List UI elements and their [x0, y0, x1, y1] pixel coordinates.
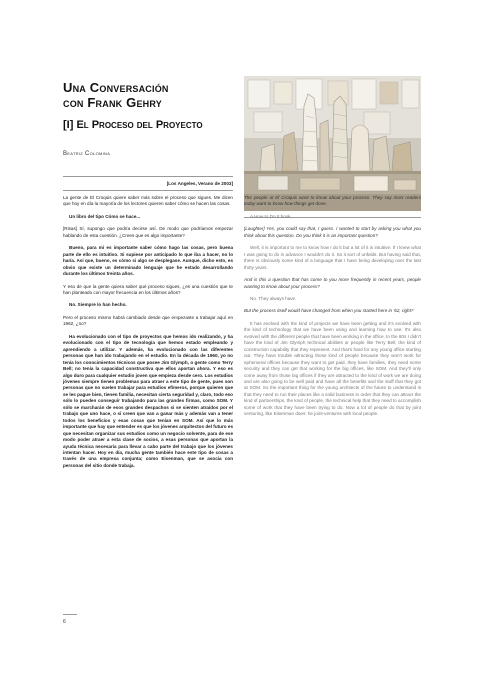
divider-left: [63, 190, 233, 191]
photo-illustration: [244, 76, 421, 211]
footer-rule: [63, 614, 77, 615]
divider-top: [63, 176, 233, 177]
studio-models-photo: [244, 76, 421, 211]
en-answer-2: Well, it is important to me to know how I do it but a lot of it is intuitive. If I knew what I was going to do in advance I wouldn't do it. So it sort of unfolds. But having said that, there is obviously some kind of a language that I have being developing over the last thirty years.: [244, 245, 421, 270]
es-question-1: La gente de El Croquis quiere saber más sobre el proceso que sigues. Me dicen que hoy en día la mayoría de los lectores quieren saber cómo se hacen las cosas.: [63, 195, 233, 207]
author-name: Beatriz Colomina: [63, 151, 111, 157]
en-question-3: And is this a question that has come to you more frequently in recent years, people wanting to know about your process?: [244, 277, 421, 289]
spanish-column: [63, 195, 233, 469]
en-answer-1: A How to Do It book.: [250, 213, 292, 219]
es-question-2: [Risas] Sí, supongo que podría decirse así. De modo que podríamos empezar hablando de esta cuestión. ¿Crees que es algo importante?: [63, 226, 233, 238]
place-date: [Los Angeles, Verano de 2003]: [166, 181, 233, 186]
article-title-line-2: con Frank Gehry: [63, 95, 162, 110]
es-answer-4: Ha evolucionado con el tipo de proyectos que hemos ido realizando, y ha evolucionado con el tipo de tecnología que hemos estado empleando y aprendiendo a utilizar. Y además, ha evolucionado con las diferentes personas que han ido trabajando en el estudio. En la década de 1960, yo no tenía los conocimientos técnicos que posee Jim Glymph, o gente como Terry Bell; no tenía la capacidad constructiva que ellos aportan ahora. Y eso es algo duro para cualquier estudio joven que empieza desde cero. Los estudios jóvenes siempre tienen problemas para atraer a este tipo de gente, pues son personas que no suelen trabajar para estudios efímeros, porque quieren que se les pague bien, tienen familia, necesitan cierta seguridad y, claro, todo eso sólo lo pueden conseguir trabajando para las grandes firmas, como SOM. Y sólo se marcharán de esos grandes despachos si se sienten atraídos por el trabajo que uno hace, o si creen que van a ganar más y además van a tener todos los beneficios y esas cosas que tenían en SOM. Así que lo más importante que hay que entender es que los jóvenes arquitectos del futuro es que necesitan organizar sus estudios como un negocio solvente, para de ese modo poder atraer a esta clase de socios, a esas personas que aportan la ayuda técnica necesaria para llevar a cabo parte del trabajo que los jóvenes intentan hacer. Hoy en día, mucha gente también hace este tipo de cosas a través de una empresa conjunta; como Eisenman, que se asocia con personas del sitio donde trabaja.: [63, 333, 233, 468]
article-title: [63, 80, 233, 110]
en-question-4: But the process itself would have changed from when you started here in '62, right?: [244, 308, 414, 314]
section-heading: [I] El Proceso del Proyecto: [63, 119, 203, 131]
es-answer-2: Bueno, para mí es importante saber cómo hago las cosas, pero buena parte de ello es intuitivo. Si supiese por anticipado lo que iba a hacer, no lo haría. Así que, bueno, es cómo si algo se desplegase. Aunque, dicho esto, es obvio que existe un determinado lenguaje que he estado desarrollando durante los últimos treinta años.: [63, 245, 233, 277]
es-answer-3: No. Siempre lo han hecho.: [69, 302, 127, 308]
en-answer-3: No. They always have.: [250, 295, 297, 301]
en-answer-4: It has evolved with the kind of projects we have been getting and it's evolved with the kind of technology that we have been using and learning how to use. It's also evolved with the different people that have been working in the office. In the 60s I didn't have the kind of Jim Glymph technical abilities or people like Terry Bell, the kind of construction capability that they represent. And that's hard for any young office starting out. They have trouble attracting those kind of people because they won't work for ephemeral offices because they want to get paid, they have families, they need some security and they can get that working for the big offices, like SOM. And they'll only come away from those big offices if they are attracted to the kind of work we are doing and are also going to be well paid and have all the benefits and the stuff that they got at SOM. So the important thing for the young architects of the future to understand is that they need to run their places like a solid business in order that they can attract the kind of partnerships, the kind of people, the technical help that they need to accomplish some of work that they have been trying to do. Now a lot of people do that by joint venturing, like Eisenman does: he joint-ventures with local people.: [244, 320, 421, 417]
es-question-3: Y eso de que la gente quiera saber qué proceso sigues, ¿es una cuestión que te han planteado con mayor frecuencia en los últimos años?: [63, 283, 233, 295]
es-question-4: Pero el proceso mismo habrá cambiado desde que empezaste a trabajar aquí en 1962, ¿no?: [63, 314, 233, 327]
page-number: 6: [63, 619, 66, 625]
es-answer-1: Un libro del tipo Cómo se hace...: [69, 213, 141, 219]
article-title-line-1: Una Conversación: [63, 80, 169, 95]
en-question-1: The people at El Croquis want to know about your process. They say most readers today want to know how things get done.: [244, 195, 421, 207]
en-question-2: [Laughter] Yes, you could say that, I guess. I wanted to start by asking you what you think about this question. Do you think it is an important question?: [244, 226, 421, 238]
english-column: [244, 195, 421, 418]
